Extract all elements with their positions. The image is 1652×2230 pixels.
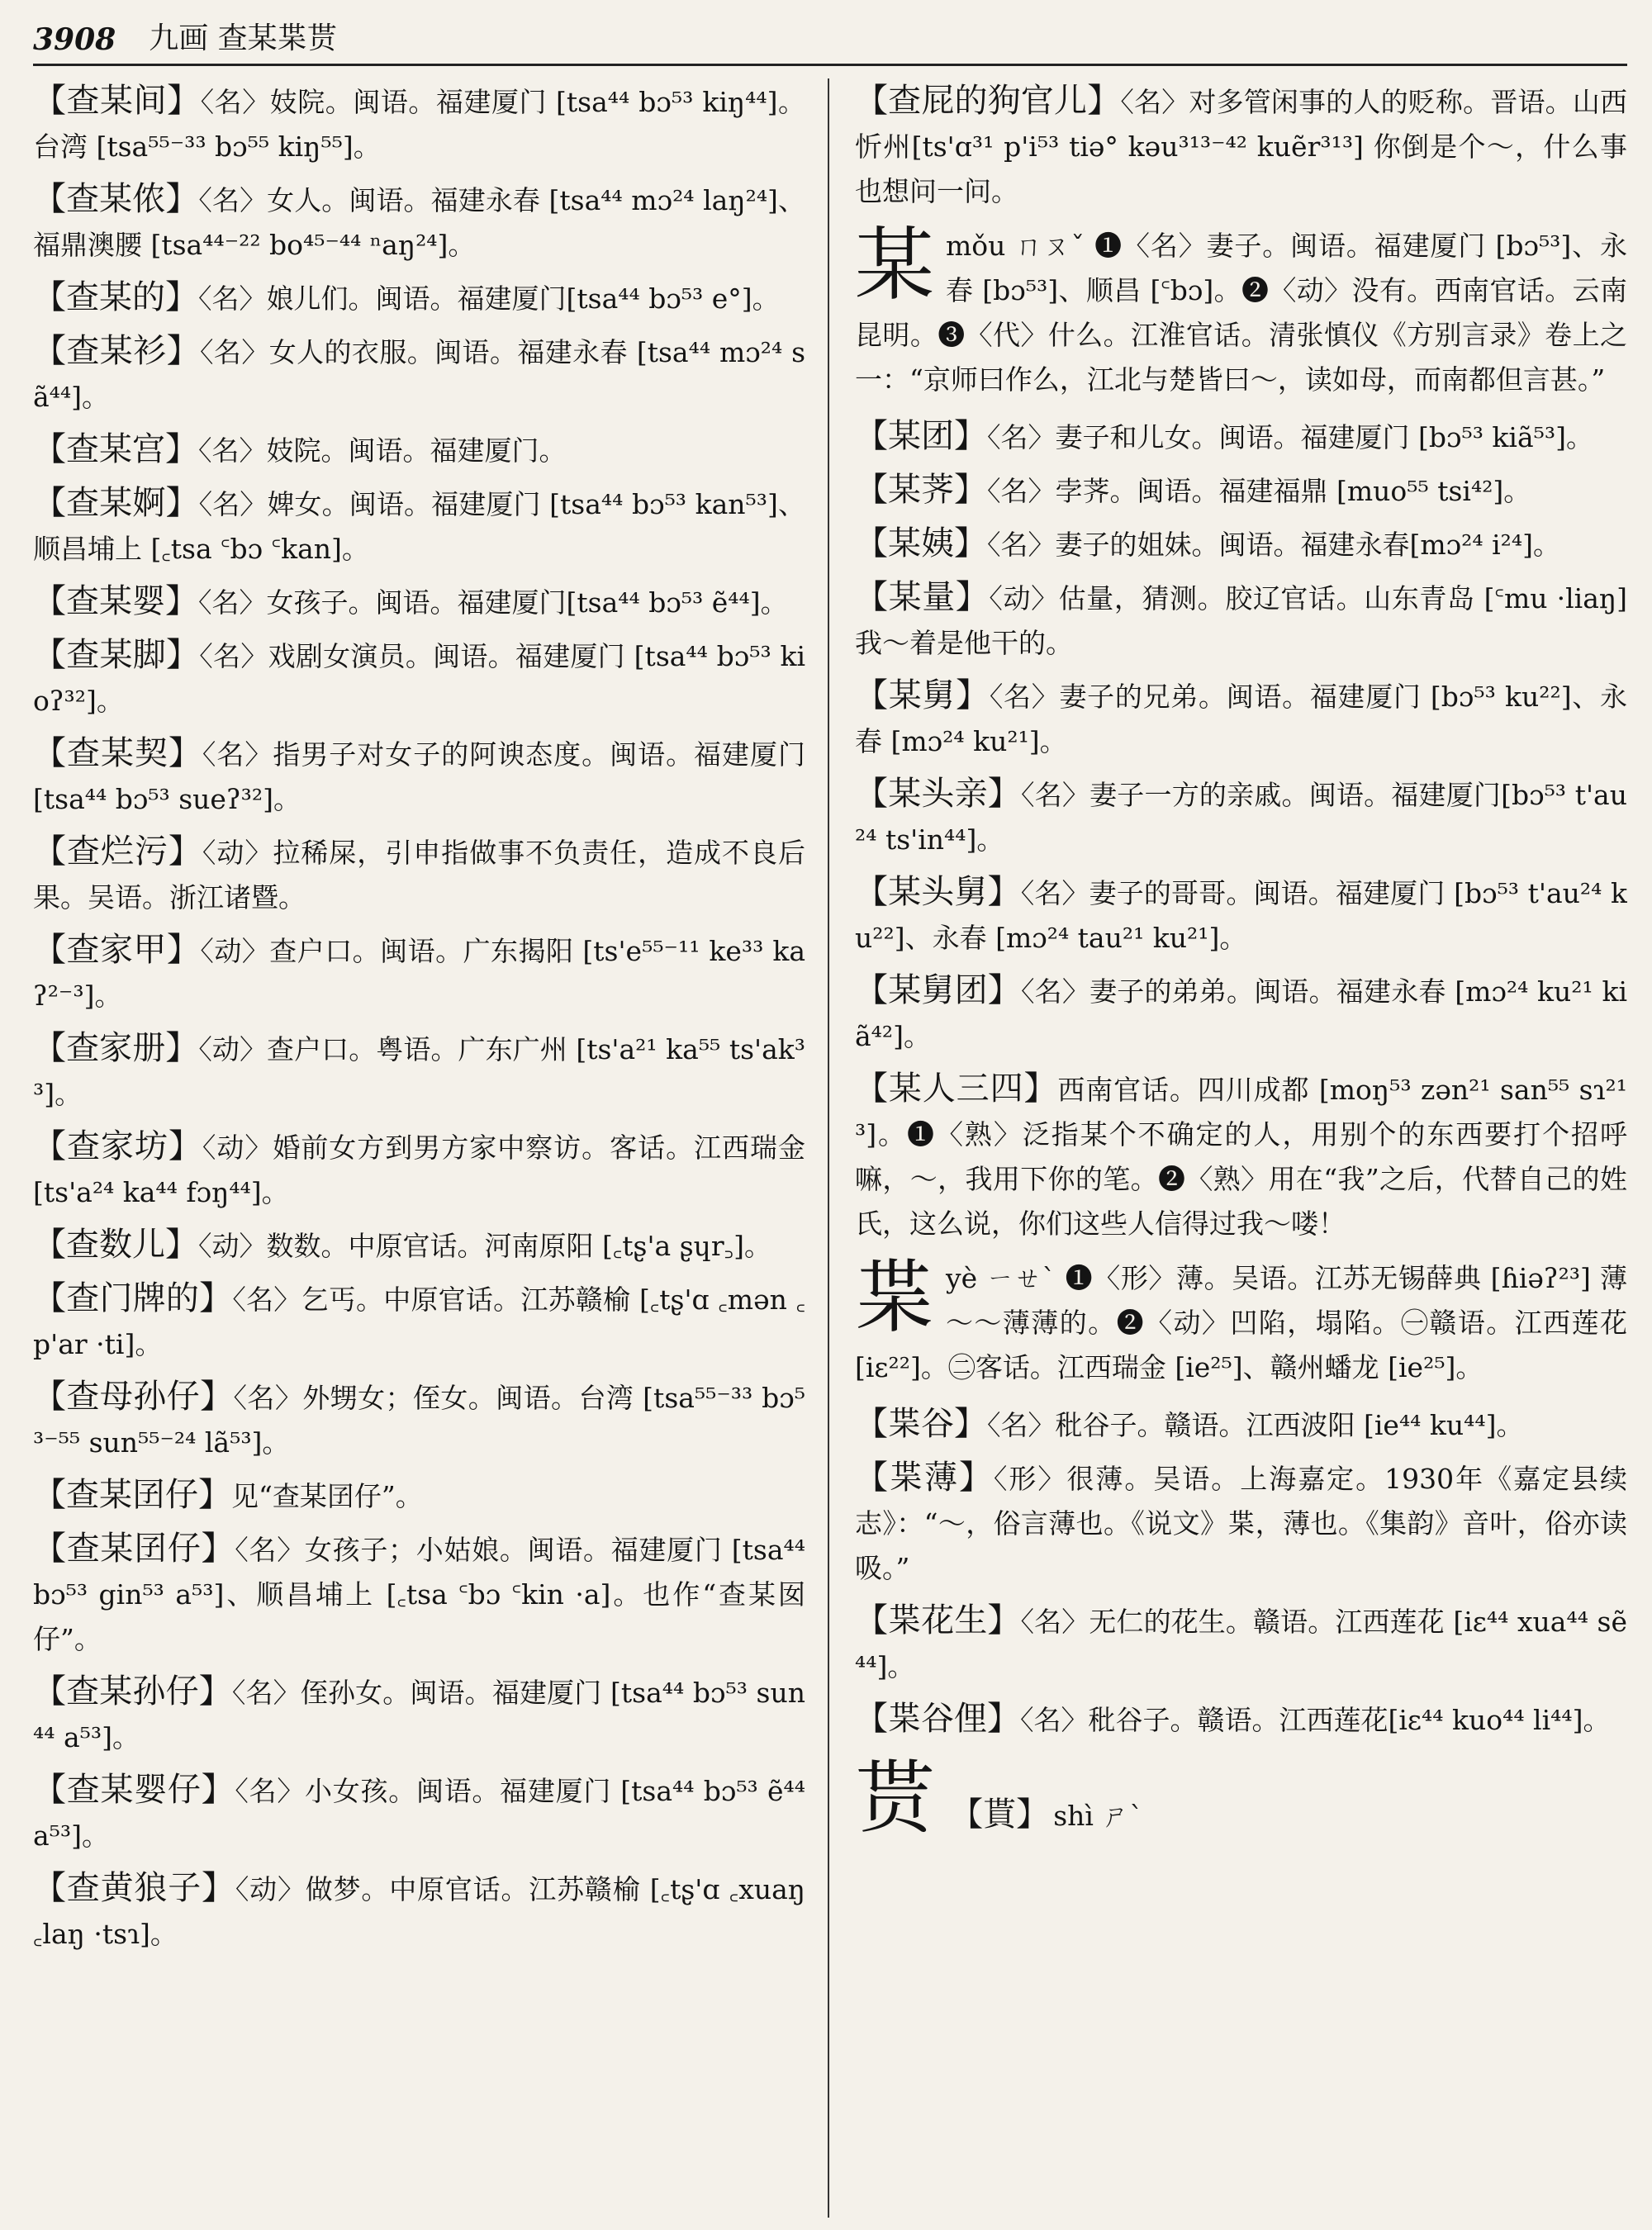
entry-definition: 〈名〉女孩子。闽语。福建厦门[tsa⁴⁴ bɔ⁵³ ẽ⁴⁴]。 bbox=[198, 586, 788, 619]
entry-definition: 〈名〉女孩子；小姑娘。闽语。福建厦门 [tsa⁴⁴ bɔ⁵³ gin⁵³ a⁵³]、顺昌埔上 [꜀tsa ꜂bɔ ꜂kin ·a]。也作“查某囡仔”。 bbox=[33, 1534, 805, 1655]
entry-headword: 【某人三四】 bbox=[855, 1070, 1058, 1108]
column-divider bbox=[828, 78, 829, 2218]
dictionary-entry bbox=[33, 177, 805, 268]
entry-headword: 【查某的】 bbox=[33, 278, 198, 316]
dictionary-entry bbox=[33, 928, 805, 1018]
dictionary-entry bbox=[33, 329, 805, 420]
dictionary-entry bbox=[33, 829, 805, 920]
dictionary-entry bbox=[33, 481, 805, 572]
char-definition-ye: yè ㄧㄝˋ ❶〈形〉薄。吴语。江苏无锡薛典 [ɦiəʔ²³] 薄～～薄薄的。❷〈动〉凹陷，塌陷。㊀赣语。江西莲花 [iɛ²²]。㊁客话。江西瑞金 [ie²⁵]、赣州蟠龙 [ie²⁵]。 bbox=[855, 1262, 1627, 1383]
entry-headword: 【查某婀】 bbox=[33, 484, 199, 522]
entry-headword: 【查门牌的】 bbox=[33, 1279, 233, 1317]
entry-definition: 〈名〉妓院。闽语。福建厦门 [tsa⁴⁴ bɔ⁵³ kiŋ⁴⁴]。台湾 [tsa⁵⁵⁻³³ bɔ⁵⁵ kiŋ⁵⁵]。 bbox=[33, 86, 805, 163]
page-number: 3908 bbox=[33, 22, 116, 57]
entry-definition: 〈名〉对多管闲事的人的贬称。晋语。山西忻州[ts'ɑ³¹ p'i⁵³ tiə° kəu³¹³⁻⁴² kuẽr³¹³] 你倒是个～，什么事也想问一问。 bbox=[855, 86, 1627, 207]
entry-headword: 【查某婴仔】 bbox=[33, 1771, 235, 1809]
entry-definition: 〈名〉娘儿们。闽语。福建厦门[tsa⁴⁴ bɔ⁵³ e°]。 bbox=[198, 282, 780, 315]
entry-definition: 〈名〉女人的衣服。闽语。福建永春 [tsa⁴⁴ mɔ²⁴ sã⁴⁴]。 bbox=[33, 336, 805, 413]
entry-headword: 【查家甲】 bbox=[33, 931, 201, 969]
dictionary-entry bbox=[33, 1669, 805, 1760]
dictionary-entry bbox=[855, 1696, 1627, 1743]
entry-definition: 〈名〉秕谷子。赣语。江西波阳 [ie⁴⁴ ku⁴⁴]。 bbox=[987, 1409, 1524, 1441]
entry-definition: 西南官话。四川成都 [moŋ⁵³ zən²¹ san⁵⁵ sɿ²¹³]。❶〈熟〉泛指某个不确定的人，用别个的东西要打个招呼嘛，～，我用下你的笔。❷〈熟〉用在“我”之后，代替自己的姓氏，这么说，你们这些人信得过我～喽！ bbox=[855, 1074, 1627, 1240]
entry-definition: 〈名〉外甥女；侄女。闽语。台湾 [tsa⁵⁵⁻³³ bɔ⁵³⁻⁵⁵ sun⁵⁵⁻²⁴ lã⁵³]。 bbox=[33, 1382, 805, 1459]
entry-headword: 【查母孙仔】 bbox=[33, 1378, 234, 1416]
dictionary-entry bbox=[855, 1402, 1627, 1448]
right-column bbox=[855, 78, 1627, 2218]
entry-headword: 【查家坊】 bbox=[33, 1127, 202, 1165]
entry-headword: 【某头舅】 bbox=[855, 873, 1021, 911]
entry-definition: 见“查某囝仔”。 bbox=[231, 1480, 423, 1512]
entry-definition: 〈动〉查户口。闽语。广东揭阳 [ts'e⁵⁵⁻¹¹ ke³³ kaʔ²⁻³]。 bbox=[33, 935, 805, 1012]
entry-definition: 〈动〉数数。中原官话。河南原阳 [꜀tʂ'a ʂɥr꜆]。 bbox=[198, 1230, 771, 1262]
entry-headword: 【查屁的狗官儿】 bbox=[855, 82, 1121, 120]
dictionary-entry bbox=[33, 1526, 805, 1662]
dictionary-entry bbox=[855, 771, 1627, 862]
entry-headword: 【查某囝仔】 bbox=[33, 1530, 235, 1568]
page-columns bbox=[33, 78, 1627, 2218]
dictionary-entry bbox=[855, 467, 1627, 514]
char-definition-mou: mǒu ㄇㄡˇ ❶〈名〉妻子。闽语。福建厦门 [bɔ⁵³]、永春 [bɔ⁵³]、顺昌 [꜂bɔ]。❷〈动〉没有。西南官话。云南昆明。❸〈代〉什么。江淮官话。清张慎仪《方别言录》卷上之一：“京师曰作么，江北与楚皆曰～，读如母，而南都但言甚。” bbox=[855, 230, 1627, 396]
entry-definition: 〈动〉婚前女方到男方家中察访。客话。江西瑞金 [ts'a²⁴ ka⁴⁴ fɔŋ⁴⁴]。 bbox=[33, 1132, 805, 1208]
entry-definition: 〈动〉拉稀屎，引申指做事不负责任，造成不良后果。吴语。浙江诸暨。 bbox=[33, 837, 805, 913]
dictionary-entry bbox=[33, 1374, 805, 1465]
entry-headword: 【查某脚】 bbox=[33, 636, 200, 674]
dictionary-entry bbox=[33, 579, 805, 625]
left-column bbox=[33, 78, 805, 2218]
entry-definition: 〈动〉查户口。粤语。广东广州 [ts'a²¹ ka⁵⁵ ts'ak³³]。 bbox=[33, 1033, 805, 1110]
entry-headword: 【查数儿】 bbox=[33, 1226, 198, 1264]
entry-headword: 【某舅】 bbox=[855, 676, 990, 714]
head-char-mou: 某 bbox=[855, 219, 934, 311]
dictionary-entry bbox=[855, 968, 1627, 1059]
dictionary-entry bbox=[33, 633, 805, 724]
dictionary-entry bbox=[33, 1473, 805, 1519]
dictionary-entry bbox=[33, 427, 805, 473]
entry-definition: 〈名〉妻子的弟弟。闽语。福建永春 [mɔ²⁴ ku²¹ kiã⁴²]。 bbox=[855, 975, 1627, 1052]
dictionary-entry bbox=[855, 1455, 1627, 1591]
entry-headword: 【枼薄】 bbox=[855, 1459, 994, 1497]
dictionary-entry bbox=[855, 1598, 1627, 1689]
entry-definition: 〈名〉妻子的哥哥。闽语。福建厦门 [bɔ⁵³ t'au²⁴ ku²²]、永春 [mɔ²⁴ tau²¹ ku²¹]。 bbox=[855, 877, 1627, 954]
page-header bbox=[33, 15, 1627, 66]
entry-definition: 〈动〉估量，猜测。胶辽官话。山东青岛 [꜂mu ·liaŋ] 我～着是他干的。 bbox=[855, 582, 1627, 659]
entry-definition: 〈名〉妻子和儿女。闽语。福建厦门 [bɔ⁵³ kiã⁵³]。 bbox=[987, 421, 1593, 453]
char-block-mou bbox=[855, 219, 1627, 402]
entry-headword: 【查某囝仔】 bbox=[33, 1476, 231, 1514]
entry-definition: 〈名〉妓院。闽语。福建厦门。 bbox=[198, 434, 567, 467]
entry-headword: 【查某契】 bbox=[33, 734, 202, 772]
entry-headword: 【查某衫】 bbox=[33, 332, 201, 370]
dictionary-entry bbox=[855, 870, 1627, 961]
dictionary-entry bbox=[33, 1866, 805, 1957]
entry-headword: 【查某孙仔】 bbox=[33, 1672, 232, 1710]
entry-headword: 【查某宫】 bbox=[33, 430, 198, 468]
entry-headword: 【某荠】 bbox=[855, 471, 987, 509]
entry-definition: 〈名〉妻子的兄弟。闽语。福建厦门 [bɔ⁵³ ku²²]、永春 [mɔ²⁴ ku²¹]。 bbox=[855, 681, 1627, 757]
entry-definition: 〈名〉妻子一方的亲戚。闽语。福建厦门[bɔ⁵³ t'au²⁴ ts'in⁴⁴]。 bbox=[855, 779, 1627, 856]
entry-definition: 〈名〉婢女。闽语。福建厦门 [tsa⁴⁴ bɔ⁵³ kan⁵³]、顺昌埔上 [꜀tsa ꜂bɔ ꜂kan]。 bbox=[33, 488, 805, 565]
char-block-shi bbox=[855, 1753, 1627, 1843]
entry-definition: 〈动〉做梦。中原官话。江苏赣榆 [꜀tʂ'ɑ ꜀xuaŋ ꜀laŋ ·tsɿ]。 bbox=[33, 1873, 805, 1950]
dictionary-entry bbox=[855, 521, 1627, 567]
entry-definition: 〈名〉指男子对女子的阿谀态度。闽语。福建厦门 [tsa⁴⁴ bɔ⁵³ sueʔ³²]。 bbox=[33, 738, 805, 815]
entry-headword: 【查某婴】 bbox=[33, 582, 198, 620]
dictionary-entry bbox=[855, 1066, 1627, 1246]
entry-definition: 〈名〉妻子的姐妹。闽语。福建永春[mɔ²⁴ i²⁴]。 bbox=[987, 529, 1560, 561]
dictionary-entry bbox=[33, 1222, 805, 1269]
page-title: 九画 查某枼贳 bbox=[149, 21, 337, 55]
head-char-ye: 枼 bbox=[855, 1251, 934, 1344]
dictionary-entry bbox=[855, 673, 1627, 764]
entry-definition: 〈名〉无仁的花生。赣语。江西莲花 [iɛ⁴⁴ xua⁴⁴ sẽ⁴⁴]。 bbox=[855, 1606, 1627, 1682]
dictionary-entry bbox=[33, 1124, 805, 1215]
entry-definition: 〈名〉乞丐。中原官话。江苏赣榆 [꜀tʂ'ɑ ꜀mən ꜀p'ar ·ti]。 bbox=[33, 1283, 805, 1360]
entry-definition: 〈名〉孛荠。闽语。福建福鼎 [muo⁵⁵ tsi⁴²]。 bbox=[987, 475, 1531, 507]
dictionary-entry bbox=[33, 1276, 805, 1367]
char-block-ye bbox=[855, 1251, 1627, 1390]
entry-definition: 〈形〉很薄。吴语。上海嘉定。1930年《嘉定县续志》：“～，俗言薄也。《说文》枼，薄也。《集韵》音叶，俗亦读吸。” bbox=[855, 1463, 1627, 1584]
entry-headword: 【枼谷俚】 bbox=[855, 1700, 1020, 1738]
entry-definition: 〈名〉侄孙女。闽语。福建厦门 [tsa⁴⁴ bɔ⁵³ sun⁴⁴ a⁵³]。 bbox=[33, 1677, 805, 1753]
head-char-shi: 贳 bbox=[855, 1752, 934, 1844]
entry-headword: 【查黄狼子】 bbox=[33, 1869, 235, 1907]
entry-headword: 【查烂污】 bbox=[33, 833, 202, 871]
dictionary-entry bbox=[855, 78, 1627, 214]
dictionary-entry bbox=[33, 275, 805, 321]
entry-headword: 【某姨】 bbox=[855, 524, 987, 562]
dictionary-entry bbox=[33, 1026, 805, 1117]
entry-headword: 【查某间】 bbox=[33, 82, 201, 120]
entry-definition: 〈名〉小女孩。闽语。福建厦门 [tsa⁴⁴ bɔ⁵³ ẽ⁴⁴ a⁵³]。 bbox=[33, 1775, 805, 1852]
entry-headword: 【枼花生】 bbox=[855, 1601, 1021, 1639]
entry-headword: 【查某侬】 bbox=[33, 180, 199, 218]
pronunciation-shi: shì ㄕˋ bbox=[1053, 1800, 1143, 1832]
dictionary-entry bbox=[33, 731, 805, 822]
entry-headword: 【枼谷】 bbox=[855, 1405, 987, 1443]
entry-headword: 【某头亲】 bbox=[855, 775, 1021, 813]
dictionary-entry bbox=[33, 78, 805, 169]
entry-headword: 【某团】 bbox=[855, 417, 987, 455]
entry-headword: 【某舅团】 bbox=[855, 971, 1021, 1009]
entry-definition: 〈名〉秕谷子。赣语。江西莲花[iɛ⁴⁴ kuo⁴⁴ li⁴⁴]。 bbox=[1020, 1704, 1611, 1736]
entry-definition: 〈名〉女人。闽语。福建永春 [tsa⁴⁴ mɔ²⁴ laŋ²⁴]、福鼎澳腰 [tsa⁴⁴⁻²² bo⁴⁵⁻⁴⁴ ⁿaŋ²⁴]。 bbox=[33, 184, 805, 261]
dictionary-entry bbox=[855, 414, 1627, 460]
entry-headword: 【某量】 bbox=[855, 578, 990, 616]
variant-form-shi: 【貰】 bbox=[950, 1796, 1050, 1834]
entry-definition: 〈名〉戏剧女演员。闽语。福建厦门 [tsa⁴⁴ bɔ⁵³ kioʔ³²]。 bbox=[33, 640, 805, 717]
dictionary-entry bbox=[33, 1767, 805, 1858]
entry-headword: 【查家册】 bbox=[33, 1029, 199, 1067]
dictionary-entry bbox=[855, 575, 1627, 666]
